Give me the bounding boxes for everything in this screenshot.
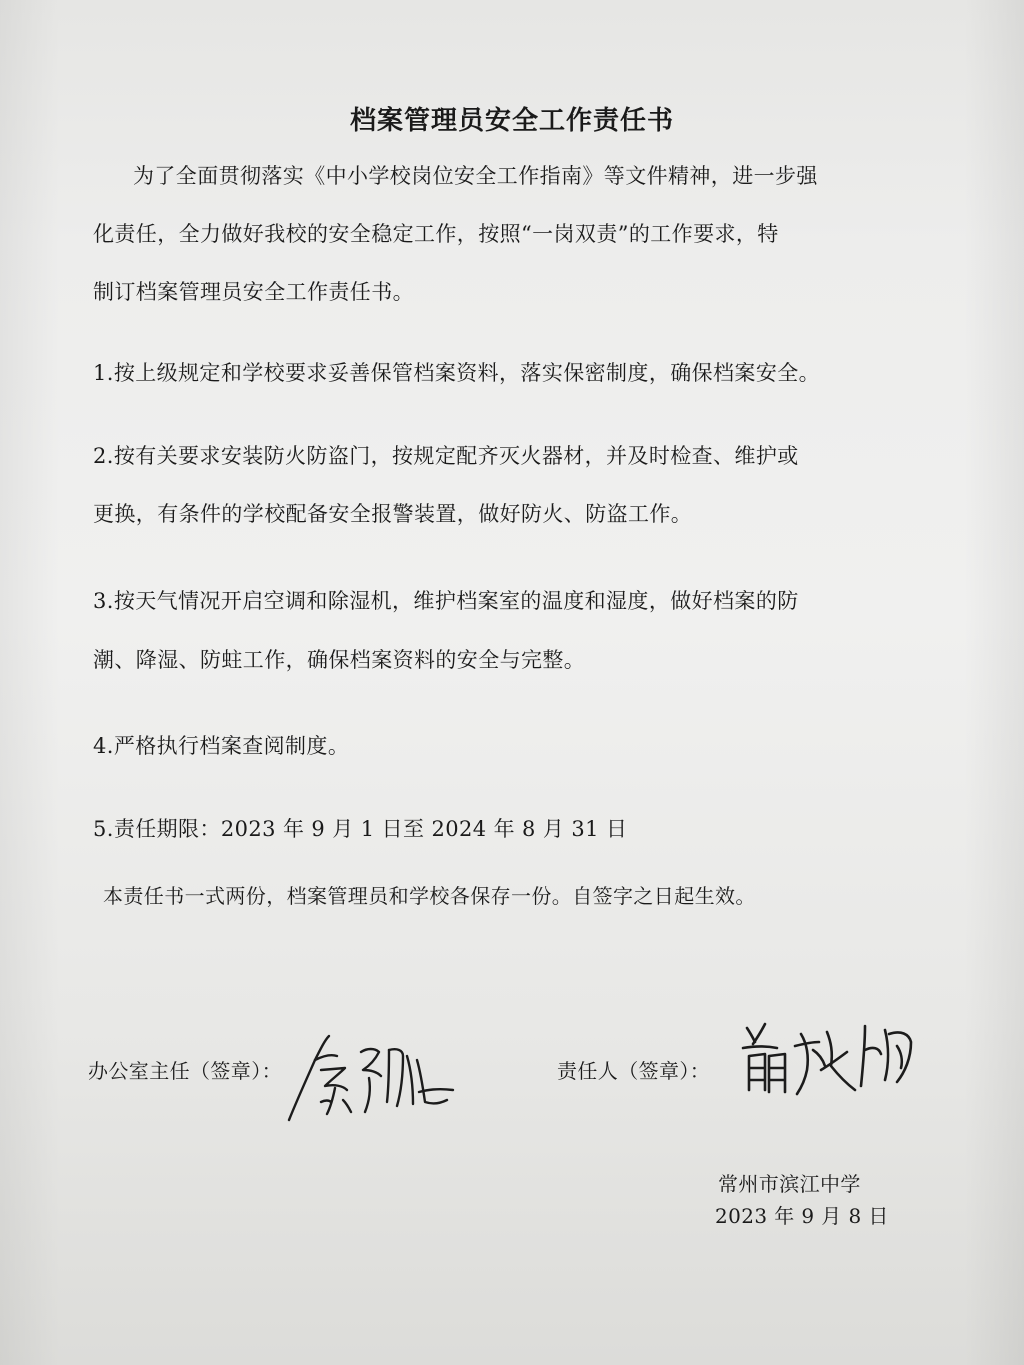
responsible-person-label: 责任人（签章）： (557, 1059, 711, 1083)
item-5-line: 5.责任期限：2023 年 9 月 1 日至 2024 年 8 月 31 日 (93, 817, 628, 841)
item-3-line-1: 3.按天气情况开启空调和除湿机，维护档案室的温度和湿度，做好档案的防 (93, 589, 799, 613)
office-director-signature (285, 1030, 460, 1129)
office-director-label: 办公室主任（签章）： (88, 1059, 282, 1083)
signing-date: 2023 年 9 月 8 日 (715, 1204, 889, 1228)
page-shadow-right (964, 0, 1024, 1365)
item-2-line-2: 更换，有条件的学校配备安全报警装置，做好防火、防盗工作。 (93, 502, 693, 526)
intro-line-2: 化责任，全力做好我校的安全稳定工作，按照“一岗双责”的工作要求，特 (93, 222, 779, 246)
item-4-line: 4.严格执行档案查阅制度。 (93, 734, 350, 758)
intro-line-1: 为了全面贯彻落实《中小学校岗位安全工作指南》等文件精神，进一步强 (133, 164, 818, 188)
page-shadow-left (0, 0, 60, 1365)
intro-line-3: 制订档案管理员安全工作责任书。 (93, 280, 414, 304)
document-title: 档案管理员安全工作责任书 (349, 106, 674, 136)
school-name: 常州市滨江中学 (718, 1172, 861, 1196)
item-2-line-1: 2.按有关要求安装防火防盗门，按规定配齐灭火器材，并及时检查、维护或 (93, 444, 799, 468)
item-1-line-1: 1.按上级规定和学校要求妥善保管档案资料，落实保密制度，确保档案安全。 (93, 361, 821, 385)
responsible-person-signature (735, 1010, 920, 1104)
closing-line: 本责任书一式两份，档案管理员和学校各保存一份。自签字之日起生效。 (103, 884, 756, 908)
item-3-line-2: 潮、降湿、防蛀工作，确保档案资料的安全与完整。 (93, 648, 586, 672)
